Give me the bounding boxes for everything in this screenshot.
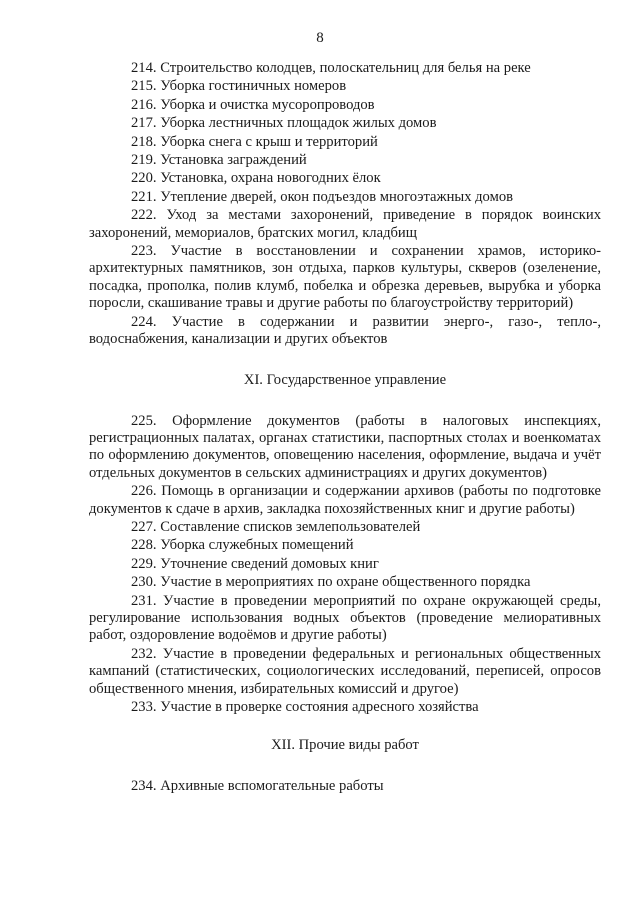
list-item: 226. Помощь в организации и содержании архивов (работы по подготовке документов к сдаче в архив, закладка похозяйственных книг и другие работы) [89,483,601,517]
list-item: 227. Составление списков землепользователей [131,518,421,535]
section-xi-list [89,413,601,717]
list-item: 233. Участие в проверке состояния адресного хозяйства [131,699,479,715]
list-item: 232. Участие в проведении федеральных и региональных общественных кампаний (статистических, социологических исследований, переписей, опросов общественного мнения, избирательных комиссий и другое) [89,645,601,697]
section-heading: XII. Прочие виды работ [271,737,419,754]
section-xii-list [89,778,601,795]
section-heading: XI. Государственное управление [243,371,447,388]
list-item: 230. Участие в мероприятиях по охране общественного порядка [131,574,531,591]
list-item: 219. Установка заграждений [131,152,307,169]
list-item: 220. Установка, охрана новогодних ёлок [131,170,381,187]
page-number: 8 [316,30,324,46]
document-body [89,60,601,797]
list-item: 225. Оформление документов (работы в налоговых инспекциях, регистрационных палатах, органах статистики, паспортных столах и военкоматах по оформлению документов, оповещению населения, оформление, выдача и учёт отдельных документов в сельских администрациях и других документов) [89,412,601,481]
list-item: 234. Архивные вспомогательные работы [131,778,384,795]
list-item: 214. Строительство колодцев, полоскательниц для белья на реке [131,60,531,76]
list-item: 231. Участие в проведении мероприятий по охране окружающей среды, регулирование использования водных объектов (проведение мелиоративных работ, оздоровление водоёмов и другие работы) [89,592,601,644]
list-item: 222. Уход за местами захоронений, приведение в порядок воинских захоронений, мемориалов, братских могил, кладбищ [89,207,601,241]
list-item: 215. Уборка гостиничных номеров [131,78,347,95]
list-item: 217. Уборка лестничных площадок жилых домов [131,115,437,132]
list-item: 218. Уборка снега с крыш и территорий [131,133,378,150]
list-item: 229. Уточнение сведений домовых книг [131,555,379,572]
list-item: 216. Уборка и очистка мусоропроводов [131,96,375,113]
list-item: 228. Уборка служебных помещений [131,537,354,554]
section-x-continued-list [89,60,601,349]
list-item: 224. Участие в содержании и развитии энерго-, газо-, тепло-, водоснабжения, канализации и других объектов [89,313,601,348]
list-item: 223. Участие в восстановлении и сохранении храмов, историко-архитектурных памятников, зон отдыха, парков культуры, скверов (озеленение, посадка, прополка, полив клумб, побелка и обрезка деревьев, вырубка и уборка поросли, скашивание травы и другие работы по благоустройству территорий) [89,243,601,312]
list-item: 221. Утепление дверей, окон подъездов многоэтажных домов [131,188,514,205]
